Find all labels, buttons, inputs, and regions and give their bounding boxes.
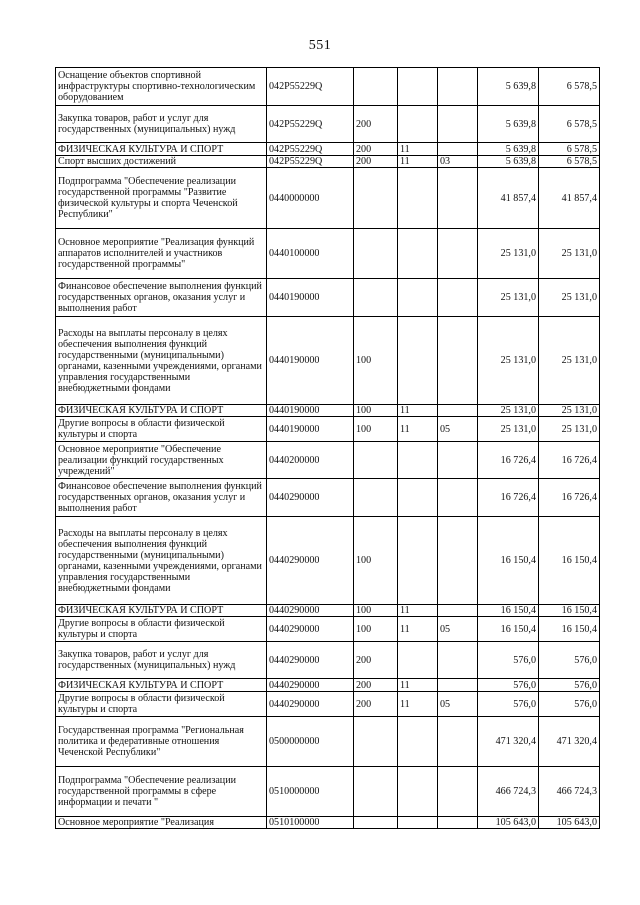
expenditure-name-cell: Закупка товаров, работ и услуг для государственных (муниципальных) нужд bbox=[56, 106, 267, 143]
section-cell: 11 bbox=[398, 692, 438, 717]
table-row bbox=[56, 106, 600, 143]
amount-year2-cell: 6 578,5 bbox=[539, 68, 600, 106]
expenditure-name-cell: Основное мероприятие "Обеспечение реализации функций государственных учреждений" bbox=[56, 442, 267, 479]
subsection-cell: 05 bbox=[438, 417, 478, 442]
amount-year1-cell: 16 150,4 bbox=[478, 605, 539, 617]
table-row bbox=[56, 605, 600, 617]
section-cell bbox=[398, 479, 438, 517]
table-row bbox=[56, 405, 600, 417]
expense-type-cell bbox=[354, 168, 398, 229]
expenditure-name-cell: Другие вопросы в области физической культуры и спорта bbox=[56, 617, 267, 642]
expense-type-cell: 200 bbox=[354, 106, 398, 143]
amount-year1-cell: 25 131,0 bbox=[478, 317, 539, 405]
expenditure-name-cell: ФИЗИЧЕСКАЯ КУЛЬТУРА И СПОРТ bbox=[56, 405, 267, 417]
target-article-code-cell: 0500000000 bbox=[267, 717, 354, 767]
amount-year2-cell: 16 150,4 bbox=[539, 605, 600, 617]
target-article-code-cell: 0440190000 bbox=[267, 317, 354, 405]
target-article-code-cell: 042P55229Q bbox=[267, 106, 354, 143]
subsection-cell: 05 bbox=[438, 617, 478, 642]
expenditure-name-cell: Государственная программа "Региональная политика и федеративные отношения Чеченской Республики" bbox=[56, 717, 267, 767]
amount-year1-cell: 25 131,0 bbox=[478, 405, 539, 417]
target-article-code-cell: 0440290000 bbox=[267, 692, 354, 717]
expense-type-cell: 100 bbox=[354, 417, 398, 442]
subsection-cell bbox=[438, 68, 478, 106]
amount-year1-cell: 471 320,4 bbox=[478, 717, 539, 767]
expense-type-cell: 200 bbox=[354, 679, 398, 692]
amount-year2-cell: 471 320,4 bbox=[539, 717, 600, 767]
amount-year2-cell: 105 643,0 bbox=[539, 817, 600, 829]
amount-year1-cell: 466 724,3 bbox=[478, 767, 539, 817]
amount-year1-cell: 105 643,0 bbox=[478, 817, 539, 829]
section-cell bbox=[398, 442, 438, 479]
expenditure-name-cell: Оснащение объектов спортивной инфраструктуры спортивно-технологическим оборудованием bbox=[56, 68, 267, 106]
target-article-code-cell: 042P55229Q bbox=[267, 68, 354, 106]
expense-type-cell: 200 bbox=[354, 143, 398, 156]
expense-type-cell bbox=[354, 279, 398, 317]
section-cell bbox=[398, 279, 438, 317]
expenditure-name-cell: Финансовое обеспечение выполнения функций государственных органов, оказания услуг и выполнения работ bbox=[56, 279, 267, 317]
expenditure-name-cell: Подпрограмма "Обеспечение реализации государственной программы "Развитие физической культуры и спорта Чеченской Республики" bbox=[56, 168, 267, 229]
expenditure-name-cell: Подпрограмма "Обеспечение реализации государственной программы в сфере информации и печати " bbox=[56, 767, 267, 817]
table-row bbox=[56, 417, 600, 442]
section-cell bbox=[398, 817, 438, 829]
target-article-code-cell: 0510100000 bbox=[267, 817, 354, 829]
table-row bbox=[56, 442, 600, 479]
amount-year2-cell: 576,0 bbox=[539, 692, 600, 717]
subsection-cell bbox=[438, 279, 478, 317]
expense-type-cell bbox=[354, 767, 398, 817]
table-row bbox=[56, 279, 600, 317]
expenditure-name-cell: ФИЗИЧЕСКАЯ КУЛЬТУРА И СПОРТ bbox=[56, 143, 267, 156]
expenditure-name-cell: Основное мероприятие "Реализация функций аппаратов исполнителей и участников государственной программы" bbox=[56, 229, 267, 279]
amount-year1-cell: 16 150,4 bbox=[478, 517, 539, 605]
section-cell: 11 bbox=[398, 679, 438, 692]
expense-type-cell bbox=[354, 229, 398, 279]
amount-year1-cell: 576,0 bbox=[478, 692, 539, 717]
target-article-code-cell: 0440290000 bbox=[267, 679, 354, 692]
table-row bbox=[56, 692, 600, 717]
expense-type-cell bbox=[354, 817, 398, 829]
expenditure-name-cell: Закупка товаров, работ и услуг для государственных (муниципальных) нужд bbox=[56, 642, 267, 679]
amount-year1-cell: 576,0 bbox=[478, 679, 539, 692]
expense-type-cell: 200 bbox=[354, 156, 398, 168]
table-row bbox=[56, 317, 600, 405]
amount-year2-cell: 16 726,4 bbox=[539, 442, 600, 479]
subsection-cell bbox=[438, 442, 478, 479]
subsection-cell: 03 bbox=[438, 156, 478, 168]
target-article-code-cell: 042P55229Q bbox=[267, 143, 354, 156]
amount-year1-cell: 576,0 bbox=[478, 642, 539, 679]
target-article-code-cell: 0440290000 bbox=[267, 642, 354, 679]
expenditure-name-cell: Расходы на выплаты персоналу в целях обеспечения выполнения функций государственными (муниципальными) органами, казенными учреждениями, органами управления государственными внебюджетными фондами bbox=[56, 517, 267, 605]
amount-year2-cell: 16 150,4 bbox=[539, 617, 600, 642]
section-cell bbox=[398, 68, 438, 106]
target-article-code-cell: 0510000000 bbox=[267, 767, 354, 817]
section-cell bbox=[398, 229, 438, 279]
expenditure-name-cell: Спорт высших достижений bbox=[56, 156, 267, 168]
target-article-code-cell: 0440290000 bbox=[267, 605, 354, 617]
expense-type-cell bbox=[354, 68, 398, 106]
target-article-code-cell: 0440100000 bbox=[267, 229, 354, 279]
expenditure-name-cell: Другие вопросы в области физической культуры и спорта bbox=[56, 692, 267, 717]
expenditure-name-cell: Основное мероприятие "Реализация bbox=[56, 817, 267, 829]
amount-year2-cell: 16 150,4 bbox=[539, 517, 600, 605]
expense-type-cell: 200 bbox=[354, 692, 398, 717]
subsection-cell bbox=[438, 143, 478, 156]
amount-year1-cell: 16 726,4 bbox=[478, 479, 539, 517]
table-row bbox=[56, 679, 600, 692]
amount-year1-cell: 25 131,0 bbox=[478, 417, 539, 442]
subsection-cell bbox=[438, 679, 478, 692]
expenditure-name-cell: ФИЗИЧЕСКАЯ КУЛЬТУРА И СПОРТ bbox=[56, 679, 267, 692]
amount-year2-cell: 25 131,0 bbox=[539, 405, 600, 417]
table-row bbox=[56, 479, 600, 517]
target-article-code-cell: 0440200000 bbox=[267, 442, 354, 479]
amount-year2-cell: 25 131,0 bbox=[539, 317, 600, 405]
subsection-cell bbox=[438, 605, 478, 617]
expense-type-cell: 100 bbox=[354, 605, 398, 617]
amount-year2-cell: 25 131,0 bbox=[539, 417, 600, 442]
section-cell: 11 bbox=[398, 405, 438, 417]
table-row bbox=[56, 817, 600, 829]
amount-year2-cell: 25 131,0 bbox=[539, 279, 600, 317]
table-row bbox=[56, 617, 600, 642]
amount-year1-cell: 16 150,4 bbox=[478, 617, 539, 642]
amount-year1-cell: 16 726,4 bbox=[478, 442, 539, 479]
target-article-code-cell: 042P55229Q bbox=[267, 156, 354, 168]
expenditure-name-cell: ФИЗИЧЕСКАЯ КУЛЬТУРА И СПОРТ bbox=[56, 605, 267, 617]
subsection-cell bbox=[438, 405, 478, 417]
amount-year1-cell: 41 857,4 bbox=[478, 168, 539, 229]
amount-year1-cell: 5 639,8 bbox=[478, 143, 539, 156]
section-cell bbox=[398, 717, 438, 767]
table-row bbox=[56, 517, 600, 605]
section-cell: 11 bbox=[398, 617, 438, 642]
section-cell: 11 bbox=[398, 417, 438, 442]
target-article-code-cell: 0440190000 bbox=[267, 405, 354, 417]
expenditure-name-cell: Расходы на выплаты персоналу в целях обеспечения выполнения функций государственными (муниципальными) органами, казенными учреждениями, органами управления государственными внебюджетными фондами bbox=[56, 317, 267, 405]
table-body bbox=[56, 68, 600, 829]
target-article-code-cell: 0440190000 bbox=[267, 417, 354, 442]
table-row bbox=[56, 168, 600, 229]
subsection-cell bbox=[438, 717, 478, 767]
budget-table bbox=[55, 67, 600, 829]
expenditure-name-cell: Финансовое обеспечение выполнения функций государственных органов, оказания услуг и выполнения работ bbox=[56, 479, 267, 517]
expense-type-cell: 100 bbox=[354, 617, 398, 642]
page-number: 551 bbox=[308, 38, 332, 53]
expenditure-name-cell: Другие вопросы в области физической культуры и спорта bbox=[56, 417, 267, 442]
subsection-cell bbox=[438, 479, 478, 517]
section-cell bbox=[398, 642, 438, 679]
target-article-code-cell: 0440190000 bbox=[267, 279, 354, 317]
table-row bbox=[56, 143, 600, 156]
subsection-cell bbox=[438, 168, 478, 229]
amount-year2-cell: 41 857,4 bbox=[539, 168, 600, 229]
amount-year2-cell: 6 578,5 bbox=[539, 106, 600, 143]
expense-type-cell: 200 bbox=[354, 642, 398, 679]
amount-year2-cell: 6 578,5 bbox=[539, 156, 600, 168]
amount-year2-cell: 466 724,3 bbox=[539, 767, 600, 817]
expense-type-cell: 100 bbox=[354, 517, 398, 605]
table-row bbox=[56, 68, 600, 106]
subsection-cell bbox=[438, 642, 478, 679]
section-cell bbox=[398, 517, 438, 605]
target-article-code-cell: 0440290000 bbox=[267, 517, 354, 605]
subsection-cell bbox=[438, 106, 478, 143]
section-cell bbox=[398, 106, 438, 143]
subsection-cell bbox=[438, 229, 478, 279]
section-cell bbox=[398, 317, 438, 405]
target-article-code-cell: 0440290000 bbox=[267, 617, 354, 642]
target-article-code-cell: 0440000000 bbox=[267, 168, 354, 229]
table-row bbox=[56, 717, 600, 767]
subsection-cell bbox=[438, 767, 478, 817]
expense-type-cell: 100 bbox=[354, 317, 398, 405]
section-cell: 11 bbox=[398, 143, 438, 156]
amount-year2-cell: 6 578,5 bbox=[539, 143, 600, 156]
amount-year1-cell: 5 639,8 bbox=[478, 156, 539, 168]
table-row bbox=[56, 156, 600, 168]
section-cell: 11 bbox=[398, 156, 438, 168]
section-cell: 11 bbox=[398, 605, 438, 617]
amount-year2-cell: 576,0 bbox=[539, 642, 600, 679]
expense-type-cell bbox=[354, 479, 398, 517]
target-article-code-cell: 0440290000 bbox=[267, 479, 354, 517]
amount-year1-cell: 25 131,0 bbox=[478, 229, 539, 279]
table-row bbox=[56, 229, 600, 279]
amount-year1-cell: 25 131,0 bbox=[478, 279, 539, 317]
amount-year2-cell: 576,0 bbox=[539, 679, 600, 692]
amount-year2-cell: 25 131,0 bbox=[539, 229, 600, 279]
amount-year1-cell: 5 639,8 bbox=[478, 68, 539, 106]
expense-type-cell bbox=[354, 442, 398, 479]
section-cell bbox=[398, 767, 438, 817]
subsection-cell bbox=[438, 517, 478, 605]
section-cell bbox=[398, 168, 438, 229]
amount-year1-cell: 5 639,8 bbox=[478, 106, 539, 143]
subsection-cell: 05 bbox=[438, 692, 478, 717]
subsection-cell bbox=[438, 317, 478, 405]
table-row bbox=[56, 642, 600, 679]
table-row bbox=[56, 767, 600, 817]
expense-type-cell bbox=[354, 717, 398, 767]
amount-year2-cell: 16 726,4 bbox=[539, 479, 600, 517]
expense-type-cell: 100 bbox=[354, 405, 398, 417]
subsection-cell bbox=[438, 817, 478, 829]
